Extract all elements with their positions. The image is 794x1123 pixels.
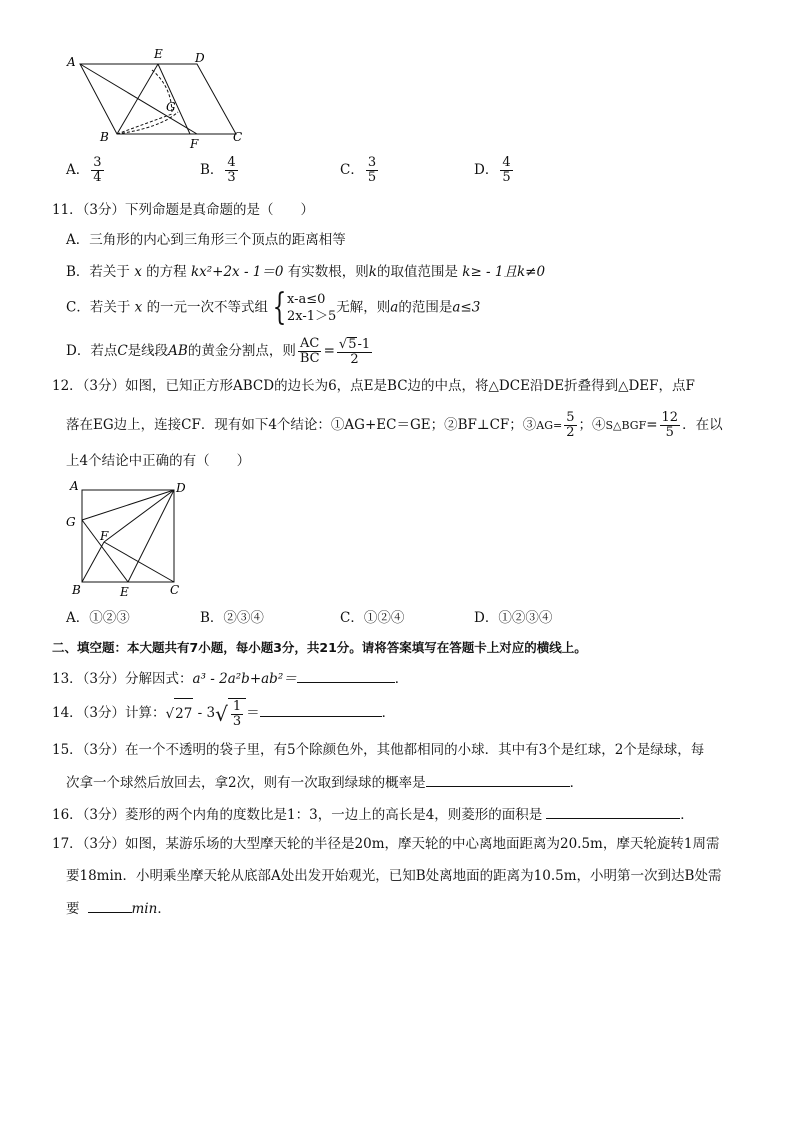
q13-answer-blank[interactable] [297,668,395,683]
label-e: E [120,585,129,599]
q11-option-a: A．三角形的内心到三角形三个顶点的距离相等 [66,232,346,248]
label-e: E [154,47,163,61]
segment-eb [117,64,158,134]
label-g: G [166,100,176,114]
q10-option-c: C． $\frac{3}{5}$ [340,155,377,185]
label-d: D [176,481,186,495]
sqrt-sign-icon: √ [165,706,175,722]
section-fill-in-title: 二、填空题：本大题共有7小题，每小题3分，共21分。请将答案填写在答题卡上对应的横线上。 [52,640,587,655]
segment-bf [82,542,104,582]
figure-parallelogram [60,42,260,150]
segment-fd [104,490,174,542]
dashed-bg [117,114,172,134]
label-b: B [100,130,109,144]
segment-gd [82,490,174,520]
q17-line2: 要18min．小明乘坐摩天轮从底部A处出发开始观光，已知B处离地面的距离为10.5m，小明第一次到达B处需 [66,868,722,884]
q11-option-c: C．若关于 x 的一元一次不等式组 { x-a≤0 2x-1＞5 无解，则a的范围是a≤3 [66,287,481,328]
label-b: B [72,583,81,597]
segment-fc [104,542,174,582]
sqrt-sign-icon: √ [338,336,348,352]
label-c: C [233,130,243,144]
inequality-system: { x-a≤0 2x-1＞5 [272,287,337,328]
q10-option-b: B． $\frac{4}{3}$ [200,155,236,185]
q12-line2: 落在EG边上，连接CF．现有如下4个结论：①AG+EC＝GE；②BF⊥CF；③AG= $\frac{5}{2}$ ；④S△BGF= $\frac{12}{5}$ ．在以 [66,410,723,440]
label-g: G [66,515,76,529]
q15-line2: 次拿一个球然后放回去，拿2次，则有一次取到绿球的概率是 ． [66,772,583,793]
label-c: C [170,583,180,597]
q15-line1: 15．（3分）在一个不透明的袋子里，有5个除颜色外，其他都相同的小球．其中有3个是红球，2个是绿球，每 [52,742,705,758]
label-f: F [100,529,109,543]
q17-line1: 17．（3分）如图，某游乐场的大型摩天轮的半径是20m，摩天轮的中心离地面距离为20.5m，摩天轮旋转1周需 [52,836,720,852]
q16-answer-blank[interactable] [546,804,680,819]
q10-option-d: D． $\frac{4}{5}$ [474,155,511,185]
q13: 13．（3分）分解因式：a³ - 2a²b+ab²＝ ． [52,668,408,689]
q12-option-d: D．①②③④ [474,610,553,626]
q17-line3: 要 min． [66,898,171,919]
q16: 16．（3分）菱形的两个内角的度数比是1：3，一边上的高长是4，则菱形的面积是 ． [52,804,694,825]
q15-answer-blank[interactable] [426,772,570,787]
q12-option-c: C．①②④ [340,610,405,626]
label-d: D [195,51,205,65]
q12-option-a: A．①②③ [66,610,130,626]
brace-icon: { [272,287,287,328]
segment-ed [128,490,174,582]
q12-option-b: B．②③④ [200,610,264,626]
q11-option-d: D．若点C是线段AB的黄金分割点，则 $\frac{AC}{BC}$ = √ 5 -1 2 [66,336,371,367]
q14: 14．（3分）计算： √ 27 - 3 √ $\frac{1}{3}$ ＝ ． [52,699,396,729]
q17-answer-blank[interactable] [88,898,132,913]
q11-stem: 11．（3分）下列命题是真命题的是（ ） [52,202,315,218]
label-a: A [67,55,76,69]
sqrt-sign-icon: √ [215,702,228,726]
segment-ef [158,64,190,134]
segment-af [80,64,197,134]
q12-line1: 12．（3分）如图，已知正方形ABCD的边长为6，点E是BC边的中点，将△DCE沿DE折叠得到△DEF，点F [52,378,695,394]
q14-answer-blank[interactable] [260,702,382,717]
figure-square [60,476,195,600]
label-f: F [190,137,199,150]
q12-line3: 上4个结论中正确的有（ ） [66,453,251,469]
label-a: A [70,479,79,493]
q10-option-a: A． $\frac{3}{4}$ [66,155,102,185]
square-abcd [82,490,174,582]
q11-option-b: B．若关于 x 的方程 kx²+2x - 1＝0 有实数根，则k的取值范围是 k≥ - 1且k≠0 [66,264,546,280]
